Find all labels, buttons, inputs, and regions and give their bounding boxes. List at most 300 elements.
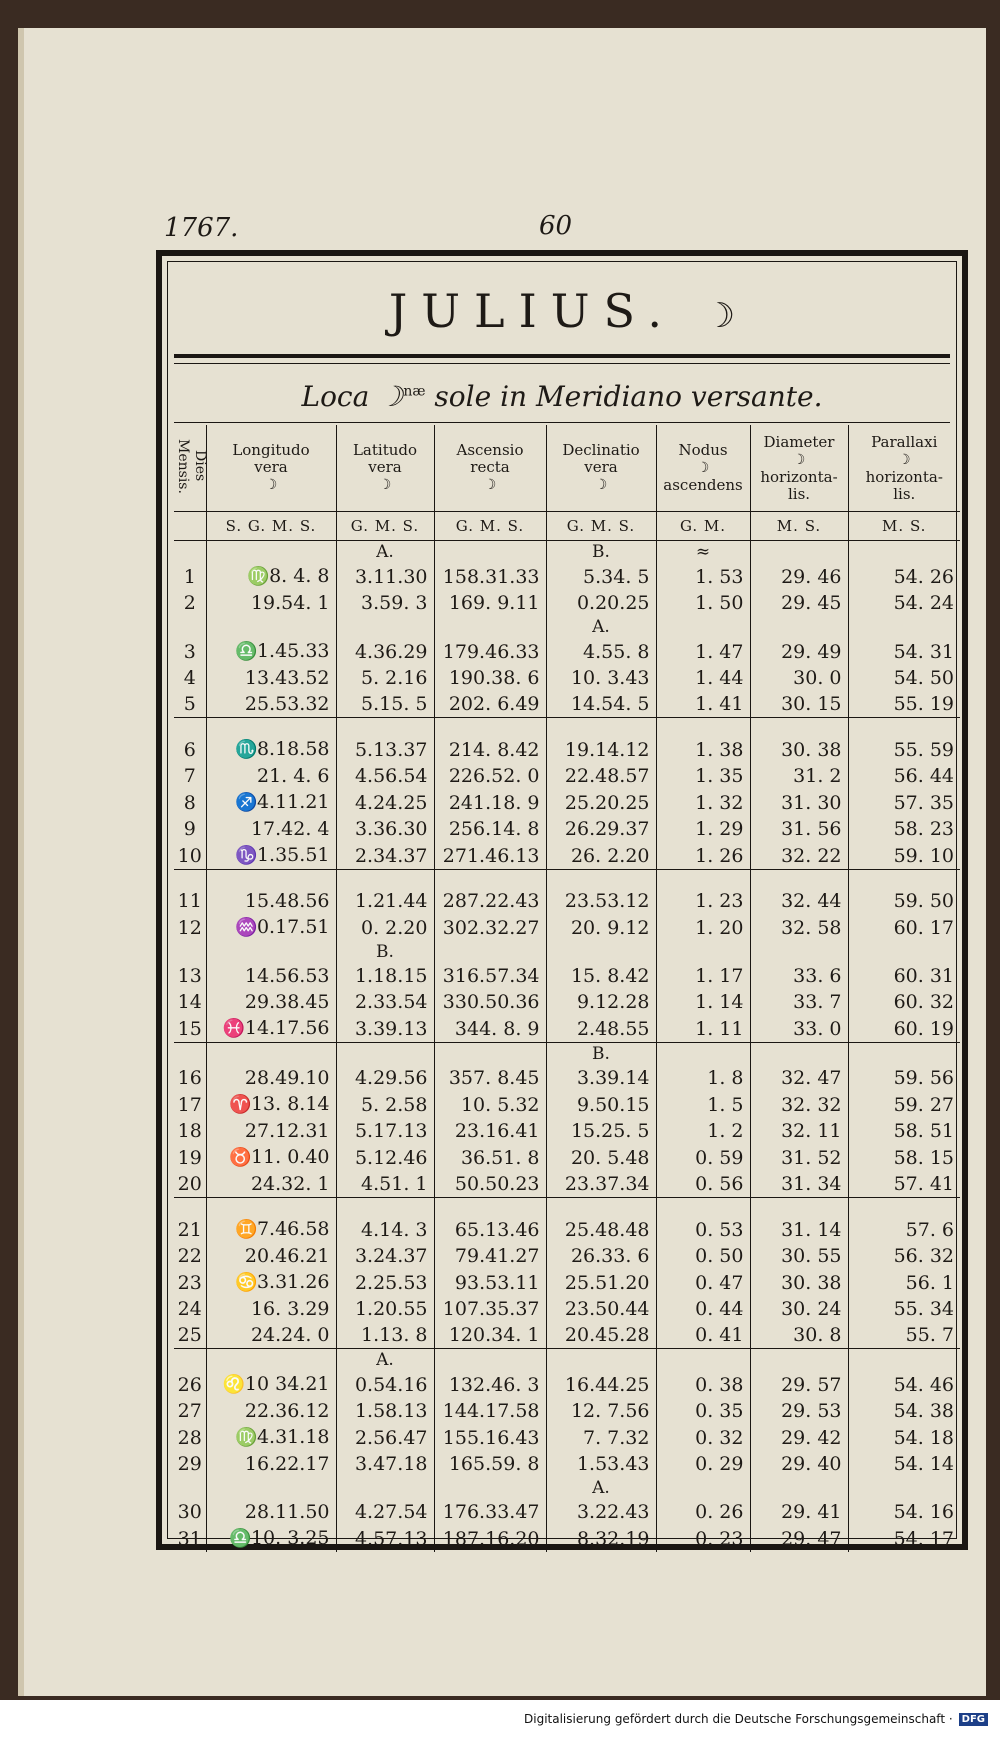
cell-par: 54. 14	[848, 1451, 960, 1477]
dfg-logo: DFG	[959, 1713, 988, 1726]
cell-dec: 25.48.48	[546, 1216, 656, 1243]
cell-asc: 50.50.23	[434, 1171, 546, 1198]
day-number: 15	[174, 1015, 206, 1043]
table-row	[174, 1525, 960, 1552]
table-row	[174, 638, 960, 665]
cell-dec: 16.44.25	[546, 1371, 656, 1398]
cell-lon: 27.12.31	[206, 1118, 336, 1144]
zodiac-sign-icon: ♌	[222, 1374, 246, 1395]
cell-par: 55. 7	[848, 1322, 960, 1349]
cell-asc: 79.41.27	[434, 1243, 546, 1269]
label-row	[174, 1349, 960, 1372]
day-number: 13	[177, 965, 202, 987]
cell-lat: 0. 2.20	[336, 914, 434, 941]
cell-lat: 2.33.54	[336, 989, 434, 1015]
cell-dia: 30. 38	[750, 1269, 848, 1296]
cell-dia: 29. 45	[750, 590, 848, 616]
moon-icon: ☽	[792, 451, 806, 468]
column-marker: B.	[546, 1043, 656, 1066]
cell-nod: 1. 35	[656, 763, 750, 789]
cell-lon: ♈13. 8.14	[206, 1091, 336, 1118]
cell-lon: 16. 3.29	[206, 1296, 336, 1322]
cell-nod: 0. 59	[656, 1144, 750, 1171]
table-row	[174, 1243, 960, 1269]
cell-nod: 0. 32	[656, 1424, 750, 1451]
cell-nod: 0. 38	[656, 1371, 750, 1398]
day-number: 18	[177, 1120, 202, 1142]
cell-lat: 4.57.13	[336, 1525, 434, 1552]
cell-dia: 30. 38	[750, 736, 848, 763]
cell-lon: ♏8.18.58	[206, 736, 336, 763]
cell-dia: 30. 0	[750, 665, 848, 691]
col-declinatio: Declinatio vera ☽	[546, 425, 656, 512]
cell-nod: 0. 44	[656, 1296, 750, 1322]
cell-nod: 1. 50	[656, 590, 750, 616]
cell-par: 59. 56	[848, 1065, 960, 1091]
zodiac-sign-icon: ♒	[234, 917, 258, 938]
table-row	[174, 1322, 960, 1349]
table-row	[174, 1171, 960, 1198]
cell-asc: 155.16.43	[434, 1424, 546, 1451]
table-row	[174, 1015, 960, 1043]
cell-dec: 3.22.43	[546, 1499, 656, 1525]
zodiac-sign-icon: ♐	[234, 792, 258, 813]
cell-dec: 4.55. 8	[546, 638, 656, 665]
day-number: 27	[177, 1400, 202, 1422]
cell-lat: 4.27.54	[336, 1499, 434, 1525]
table-row	[174, 989, 960, 1015]
cell-nod: 1. 11	[656, 1015, 750, 1043]
day-number: 10	[174, 842, 206, 870]
cell-lon: ♎1.45.33	[206, 638, 336, 665]
table-row	[174, 963, 960, 989]
cell-lon: 15.48.56	[206, 888, 336, 914]
cell-lat: 3.11.30	[336, 563, 434, 590]
ephemeris-table	[174, 425, 960, 1552]
cell-par: 54. 24	[848, 590, 960, 616]
cell-par: 54. 16	[848, 1499, 960, 1525]
cell-dec: 20.45.28	[546, 1322, 656, 1349]
cell-nod: 1. 38	[656, 736, 750, 763]
cell-lat: 2.25.53	[336, 1269, 434, 1296]
cell-asc: 144.17.58	[434, 1398, 546, 1424]
cell-asc: 93.53.11	[434, 1269, 546, 1296]
cell-dia: 31. 52	[750, 1144, 848, 1171]
cell-dec: 26. 2.20	[546, 842, 656, 870]
cell-asc: 65.13.46	[434, 1216, 546, 1243]
cell-dec: 2.48.55	[546, 1015, 656, 1043]
table-row	[174, 1216, 960, 1243]
cell-lon: 22.36.12	[206, 1398, 336, 1424]
table-row	[174, 888, 960, 914]
cell-dec: 12. 7.56	[546, 1398, 656, 1424]
day-number: 28	[177, 1426, 202, 1449]
cell-nod: 1. 2	[656, 1118, 750, 1144]
day-number: 23	[177, 1271, 202, 1294]
cell-lon: ♒0.17.51	[206, 914, 336, 941]
cell-dia: 29. 40	[750, 1451, 848, 1477]
cell-dia: 29. 53	[750, 1398, 848, 1424]
page-number: 60	[539, 211, 573, 241]
cell-dec: 26.33. 6	[546, 1243, 656, 1269]
cell-dia: 32. 44	[750, 888, 848, 914]
cell-lat: 4.24.25	[336, 789, 434, 816]
table-subtitle: Loca ☽$^{næ}$ sole in Meridiano versante.	[301, 380, 823, 413]
cell-asc: 330.50.36	[434, 989, 546, 1015]
cell-par: 59. 10	[848, 842, 960, 870]
cell-dec: 23.53.12	[546, 888, 656, 914]
day-number: 22	[177, 1245, 202, 1267]
cell-asc: 241.18. 9	[434, 789, 546, 816]
cell-par: 58. 15	[848, 1144, 960, 1171]
label-row	[174, 941, 960, 963]
table-row	[174, 1371, 960, 1398]
moon-icon: ☽	[378, 380, 404, 413]
cell-lat: 5. 2.58	[336, 1091, 434, 1118]
cell-dia: 32. 47	[750, 1065, 848, 1091]
day-number: 14	[177, 991, 202, 1013]
zodiac-sign-icon: ♍	[247, 566, 270, 587]
cell-lon: ♉11. 0.40	[206, 1144, 336, 1171]
table-row	[174, 1118, 960, 1144]
cell-nod: 1. 29	[656, 816, 750, 842]
day-number: 4	[183, 667, 196, 689]
cell-lon: 16.22.17	[206, 1451, 336, 1477]
cell-dia: 33. 6	[750, 963, 848, 989]
cell-asc: 158.31.33	[434, 563, 546, 590]
cell-nod: 0. 47	[656, 1269, 750, 1296]
moon-icon: ☽	[483, 477, 497, 493]
cell-nod: 0. 29	[656, 1451, 750, 1477]
footer	[0, 1700, 1000, 1741]
cell-par: 57. 35	[848, 789, 960, 816]
cell-par: 55. 19	[848, 691, 960, 718]
col-diameter: Diameter ☽ horizonta- lis.	[750, 425, 848, 512]
table-row	[174, 1091, 960, 1118]
cell-nod: 0. 41	[656, 1322, 750, 1349]
day-number: 26	[177, 1373, 202, 1396]
cell-lon: ♊7.46.58	[206, 1216, 336, 1243]
label-row	[174, 616, 960, 638]
day-number: 11	[177, 890, 202, 912]
table-row	[174, 1499, 960, 1525]
cell-lat: 5.12.46	[336, 1144, 434, 1171]
cell-par: 54. 46	[848, 1371, 960, 1398]
cell-lat: 4.56.54	[336, 763, 434, 789]
month-title: JULIUS. ☽	[388, 284, 736, 338]
cell-dia: 32. 32	[750, 1091, 848, 1118]
zodiac-sign-icon: ♎	[228, 1528, 252, 1549]
cell-lat: 1.18.15	[336, 963, 434, 989]
zodiac-sign-icon: ♏	[234, 739, 258, 760]
cell-dia: 30. 15	[750, 691, 848, 718]
cell-asc: 316.57.34	[434, 963, 546, 989]
day-number: 5	[174, 691, 206, 718]
cell-asc: 165.59. 8	[434, 1451, 546, 1477]
cell-lon: 28.11.50	[206, 1499, 336, 1525]
cell-par: 55. 34	[848, 1296, 960, 1322]
cell-par: 56. 1	[848, 1269, 960, 1296]
cell-dec: 1.53.43	[546, 1451, 656, 1477]
cell-dia: 31. 2	[750, 763, 848, 789]
day-number: 3	[183, 640, 196, 663]
table-row	[174, 1065, 960, 1091]
year: 1767.	[164, 213, 239, 243]
cell-lon: 25.53.32	[206, 691, 336, 718]
cell-asc: 187.16.20	[434, 1525, 546, 1552]
cell-dec: 19.14.12	[546, 736, 656, 763]
moon-icon: ☽	[704, 296, 736, 336]
cell-dia: 29. 46	[750, 563, 848, 590]
cell-dia: 29. 57	[750, 1371, 848, 1398]
cell-lat: 3.36.30	[336, 816, 434, 842]
col-nodus: Nodus ☽ ascendens	[656, 425, 750, 512]
table-row	[174, 816, 960, 842]
label-row	[174, 1477, 960, 1499]
cell-dia: 30. 55	[750, 1243, 848, 1269]
cell-dia: 32. 11	[750, 1118, 848, 1144]
label-row	[174, 1043, 960, 1066]
day-number: 17	[177, 1093, 202, 1116]
cell-dec: 5.34. 5	[546, 563, 656, 590]
cell-dia: 29. 47	[750, 1525, 848, 1552]
cell-lat: 2.56.47	[336, 1424, 434, 1451]
cell-lon: 14.56.53	[206, 963, 336, 989]
zodiac-sign-icon: ♉	[228, 1147, 252, 1168]
cell-lon: ♍8. 4. 8	[206, 563, 336, 590]
cell-lon: 28.49.10	[206, 1065, 336, 1091]
cell-nod: 1. 14	[656, 989, 750, 1015]
cell-nod: 0. 26	[656, 1499, 750, 1525]
column-marker: ≈	[656, 541, 750, 564]
cell-dec: 25.51.20	[546, 1269, 656, 1296]
day-number: 31	[177, 1527, 202, 1550]
column-marker: A.	[336, 541, 434, 564]
cell-asc: 176.33.47	[434, 1499, 546, 1525]
column-marker: A.	[336, 1349, 434, 1372]
cell-par: 60. 32	[848, 989, 960, 1015]
cell-dec: 8.32.19	[546, 1525, 656, 1552]
cell-dec: 3.39.14	[546, 1065, 656, 1091]
cell-lon: ♍4.31.18	[206, 1424, 336, 1451]
day-number: 8	[183, 791, 196, 814]
zodiac-sign-icon: ♓	[222, 1018, 246, 1039]
moon-icon: ☽	[897, 451, 911, 468]
cell-asc: 271.46.13	[434, 842, 546, 870]
book-page	[18, 28, 986, 1696]
cell-par: 59. 27	[848, 1091, 960, 1118]
zodiac-sign-icon: ♊	[234, 1219, 258, 1240]
cell-lon: ♑1.35.51	[206, 842, 336, 870]
cell-lon: 17.42. 4	[206, 816, 336, 842]
col-ascensio: Ascensio recta ☽	[434, 425, 546, 512]
cell-par: 54. 31	[848, 638, 960, 665]
table-body	[174, 541, 960, 1553]
cell-lat: 0.54.16	[336, 1371, 434, 1398]
cell-nod: 0. 23	[656, 1525, 750, 1552]
column-headers	[174, 425, 960, 512]
footer-text: Digitalisierung gefördert durch die Deutsche Forschungsgemeinschaft ·	[524, 1712, 953, 1726]
cell-nod: 0. 35	[656, 1398, 750, 1424]
cell-dec: 9.12.28	[546, 989, 656, 1015]
cell-dec: 20. 5.48	[546, 1144, 656, 1171]
moon-icon: ☽	[378, 477, 392, 493]
day-number: 7	[183, 765, 196, 787]
cell-par: 54. 18	[848, 1424, 960, 1451]
column-marker: B.	[336, 941, 434, 963]
cell-asc: 287.22.43	[434, 888, 546, 914]
table-row	[174, 842, 960, 870]
cell-lat: 5.17.13	[336, 1118, 434, 1144]
cell-dia: 31. 56	[750, 816, 848, 842]
cell-nod: 1. 53	[656, 563, 750, 590]
cell-lon: 13.43.52	[206, 665, 336, 691]
cell-par: 58. 23	[848, 816, 960, 842]
cell-lat: 4.14. 3	[336, 1216, 434, 1243]
cell-nod: 1. 8	[656, 1065, 750, 1091]
cell-dec: 0.20.25	[546, 590, 656, 616]
table-row	[174, 914, 960, 941]
cell-dia: 33. 0	[750, 1015, 848, 1043]
cell-asc: 10. 5.32	[434, 1091, 546, 1118]
zodiac-sign-icon: ♎	[234, 641, 258, 662]
cell-lat: 3.47.18	[336, 1451, 434, 1477]
cell-asc: 132.46. 3	[434, 1371, 546, 1398]
cell-dec: 23.37.34	[546, 1171, 656, 1198]
cell-nod: 0. 56	[656, 1171, 750, 1198]
cell-par: 57. 41	[848, 1171, 960, 1198]
cell-lon: 21. 4. 6	[206, 763, 336, 789]
cell-nod: 0. 50	[656, 1243, 750, 1269]
cell-dia: 29. 49	[750, 638, 848, 665]
cell-dec: 14.54. 5	[546, 691, 656, 718]
table-row	[174, 736, 960, 763]
cell-par: 60. 31	[848, 963, 960, 989]
day-number: 29	[177, 1453, 202, 1475]
cell-lat: 4.51. 1	[336, 1171, 434, 1198]
cell-asc: 190.38. 6	[434, 665, 546, 691]
cell-asc: 302.32.27	[434, 914, 546, 941]
zodiac-sign-icon: ♈	[228, 1094, 252, 1115]
cell-nod: 1. 47	[656, 638, 750, 665]
cell-lon: 24.24. 0	[206, 1322, 336, 1349]
cell-nod: 1. 17	[656, 963, 750, 989]
cell-dec: 22.48.57	[546, 763, 656, 789]
col-parallaxis: Parallaxi ☽ horizonta- lis.	[848, 425, 960, 512]
cell-lat: 3.59. 3	[336, 590, 434, 616]
cell-asc: 214. 8.42	[434, 736, 546, 763]
table-row	[174, 1424, 960, 1451]
cell-nod: 1. 23	[656, 888, 750, 914]
cell-asc: 256.14. 8	[434, 816, 546, 842]
cell-dec: 7. 7.32	[546, 1424, 656, 1451]
table-row	[174, 1144, 960, 1171]
cell-lon: ♎10. 3.25	[206, 1525, 336, 1552]
cell-par: 60. 17	[848, 914, 960, 941]
cell-dia: 31. 34	[750, 1171, 848, 1198]
day-number: 2	[183, 592, 196, 614]
day-number: 9	[183, 818, 196, 840]
cell-par: 55. 59	[848, 736, 960, 763]
cell-asc: 202. 6.49	[434, 691, 546, 718]
moon-icon: ☽	[696, 460, 710, 476]
table-row	[174, 563, 960, 590]
cell-lat: 1.13. 8	[336, 1322, 434, 1349]
cell-par: 54. 17	[848, 1525, 960, 1552]
cell-dec: 9.50.15	[546, 1091, 656, 1118]
table-row	[174, 665, 960, 691]
cell-asc: 344. 8. 9	[434, 1015, 546, 1043]
cell-lat: 5.15. 5	[336, 691, 434, 718]
cell-lat: 1.21.44	[336, 888, 434, 914]
cell-dec: 25.20.25	[546, 789, 656, 816]
zodiac-sign-icon: ♑	[234, 845, 258, 866]
cell-nod: 1. 32	[656, 789, 750, 816]
cell-lat: 5.13.37	[336, 736, 434, 763]
cell-lon: 19.54. 1	[206, 590, 336, 616]
cell-asc: 226.52. 0	[434, 763, 546, 789]
day-number: 30	[177, 1501, 202, 1523]
cell-asc: 36.51. 8	[434, 1144, 546, 1171]
cell-asc: 357. 8.45	[434, 1065, 546, 1091]
cell-dia: 31. 30	[750, 789, 848, 816]
cell-lon: 20.46.21	[206, 1243, 336, 1269]
day-number: 1	[183, 565, 196, 588]
cell-lon: ♓14.17.56	[206, 1015, 336, 1043]
col-latitudo: Latitudo vera ☽	[336, 425, 434, 512]
cell-dia: 29. 41	[750, 1499, 848, 1525]
cell-lat: 5. 2.16	[336, 665, 434, 691]
cell-asc: 179.46.33	[434, 638, 546, 665]
cell-asc: 120.34. 1	[434, 1322, 546, 1349]
table-row	[174, 590, 960, 616]
cell-dia: 31. 14	[750, 1216, 848, 1243]
zodiac-sign-icon: ♍	[234, 1427, 258, 1448]
day-number: 12	[177, 916, 202, 939]
cell-dia: 30. 24	[750, 1296, 848, 1322]
cell-par: 59. 50	[848, 888, 960, 914]
cell-dec: 26.29.37	[546, 816, 656, 842]
cell-lon: 29.38.45	[206, 989, 336, 1015]
cell-lat: 4.29.56	[336, 1065, 434, 1091]
cell-dec: 23.50.44	[546, 1296, 656, 1322]
cell-dia: 30. 8	[750, 1322, 848, 1349]
cell-nod: 1. 26	[656, 842, 750, 870]
cell-dia: 33. 7	[750, 989, 848, 1015]
cell-par: 56. 32	[848, 1243, 960, 1269]
label-row	[174, 541, 960, 564]
cell-nod: 1. 41	[656, 691, 750, 718]
cell-asc: 107.35.37	[434, 1296, 546, 1322]
table-row	[174, 691, 960, 718]
day-number: 25	[174, 1322, 206, 1349]
day-number: 24	[177, 1298, 202, 1320]
cell-lon: 24.32. 1	[206, 1171, 336, 1198]
cell-dec: 15.25. 5	[546, 1118, 656, 1144]
table-row	[174, 1296, 960, 1322]
ephemeris-frame	[156, 250, 968, 1550]
cell-par: 54. 26	[848, 563, 960, 590]
unit-row: S. G. M. S. G. M. S. G. M. S. G. M. S. G. M. M. S. M. S.	[174, 512, 960, 541]
cell-nod: 0. 53	[656, 1216, 750, 1243]
cell-lat: 3.39.13	[336, 1015, 434, 1043]
column-marker: A.	[546, 1477, 656, 1499]
table-row	[174, 789, 960, 816]
table-row	[174, 763, 960, 789]
zodiac-sign-icon: ♋	[234, 1272, 258, 1293]
day-number: 16	[177, 1067, 202, 1089]
cell-par: 60. 19	[848, 1015, 960, 1043]
